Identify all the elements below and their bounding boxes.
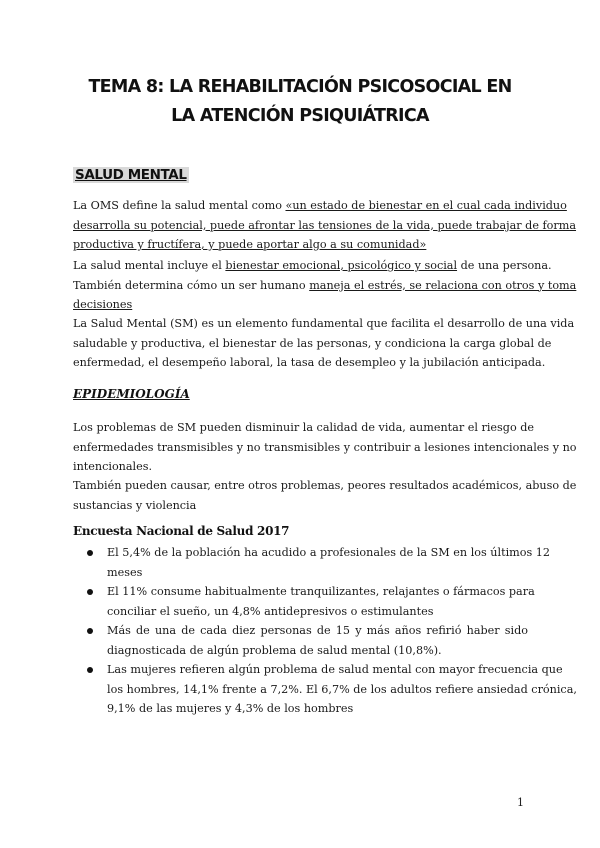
bullet-dot-icon — [87, 667, 93, 673]
list-item-line: El 11% consume habitualmente tranquilizantes, relajantes o fármacos para — [107, 585, 535, 598]
text-span: de una persona. — [457, 259, 552, 272]
text-span: También determina cómo un ser humano — [73, 278, 310, 292]
list-item — [73, 543, 551, 582]
page-number: 1 — [517, 796, 524, 809]
section-heading-salud-mental-text: SALUD MENTAL — [75, 167, 187, 183]
paragraph-line: enfermedad, el desempeño laboral, la tasa de desempleo y la jubilación anticipada. — [73, 356, 546, 369]
bullet-dot-icon — [87, 550, 93, 556]
text-span: La OMS define la salud mental como — [73, 199, 286, 212]
paragraph-salud-mental-sm — [73, 314, 575, 373]
list-item-line: diagnosticada de algún problema de salud mental (10,8%). — [107, 643, 442, 657]
list-item — [73, 660, 577, 719]
list-item-line: meses — [107, 565, 143, 579]
list-item — [73, 582, 535, 621]
list-item-line: los hombres, 14,1% frente a 7,2%. El 6,7% de los adultos refiere ansiedad crónica, — [107, 682, 577, 696]
document-title-line-2: LA ATENCIÓN PSIQUIÁTRICA — [171, 106, 429, 126]
paragraph-line — [73, 256, 552, 276]
paragraph-line: productiva y fructífera, y puede aportar algo a su comunidad» — [73, 238, 427, 251]
bullet-dot-icon — [87, 628, 93, 634]
paragraph-problemas-sm — [73, 418, 577, 477]
text-span: La salud mental incluye el — [73, 259, 226, 272]
paragraph-salud-mental-incluye — [73, 256, 577, 315]
list-item-line: Las mujeres refieren algún problema de salud mental con mayor frecuencia que — [107, 663, 563, 676]
section-heading-salud-mental — [73, 167, 189, 183]
paragraph-oms-definition — [73, 196, 577, 255]
paragraph-line: sustancias y violencia — [73, 498, 197, 512]
list-item — [73, 621, 528, 660]
list-item-line: El 5,4% de la población ha acudido a profesionales de la SM en los últimos 12 — [107, 546, 551, 559]
paragraph-line: Los problemas de SM pueden disminuir la calidad de vida, aumentar el riesgo de — [73, 421, 535, 434]
list-item-line: 9,1% de las mujeres y 4,3% de los hombres — [107, 702, 354, 715]
paragraph-line: desarrolla su potencial, puede afrontar las tensiones de la vida, puede trabajar de forma — [73, 218, 577, 232]
underlined-span: bienestar emocional, psicológico y social — [225, 259, 458, 272]
paragraph-line: saludable y productiva, el bienestar de las personas, y condiciona la carga global de — [73, 336, 552, 350]
paragraph-line: La Salud Mental (SM) es un elemento fundamental que facilita el desarrollo de una vida — [73, 317, 575, 330]
bullet-dot-icon — [87, 589, 93, 595]
paragraph-line — [73, 196, 567, 216]
document-title-line-1: TEMA 8: LA REHABILITACIÓN PSICOSOCIAL EN — [88, 77, 512, 97]
bullet-list — [73, 543, 577, 719]
paragraph-line: intencionales. — [73, 460, 153, 473]
section-heading-epidemiologia: EPIDEMIOLOGÍA — [73, 387, 190, 401]
paragraph-line: enfermedades transmisibles y no transmisibles y contribuir a lesiones intencionales y no — [73, 440, 577, 454]
paragraph-line: decisiones — [73, 298, 133, 311]
paragraph-line: También pueden causar, entre otros problemas, peores resultados académicos, abuso de — [73, 479, 577, 492]
underlined-span: maneja el estrés, se relaciona con otros y toma — [309, 278, 577, 292]
paragraph-line — [73, 276, 577, 296]
paragraph-tambien-causar — [73, 476, 577, 515]
quote-span: «un estado de bienestar en el cual cada individuo — [285, 199, 567, 212]
list-item-line: conciliar el sueño, un 4,8% antidepresivos o estimulantes — [107, 604, 434, 618]
list-item-line: Más de una de cada diez personas de 15 y más años refirió haber sido — [107, 624, 528, 637]
section-heading-encuesta: Encuesta Nacional de Salud 2017 — [73, 524, 290, 538]
